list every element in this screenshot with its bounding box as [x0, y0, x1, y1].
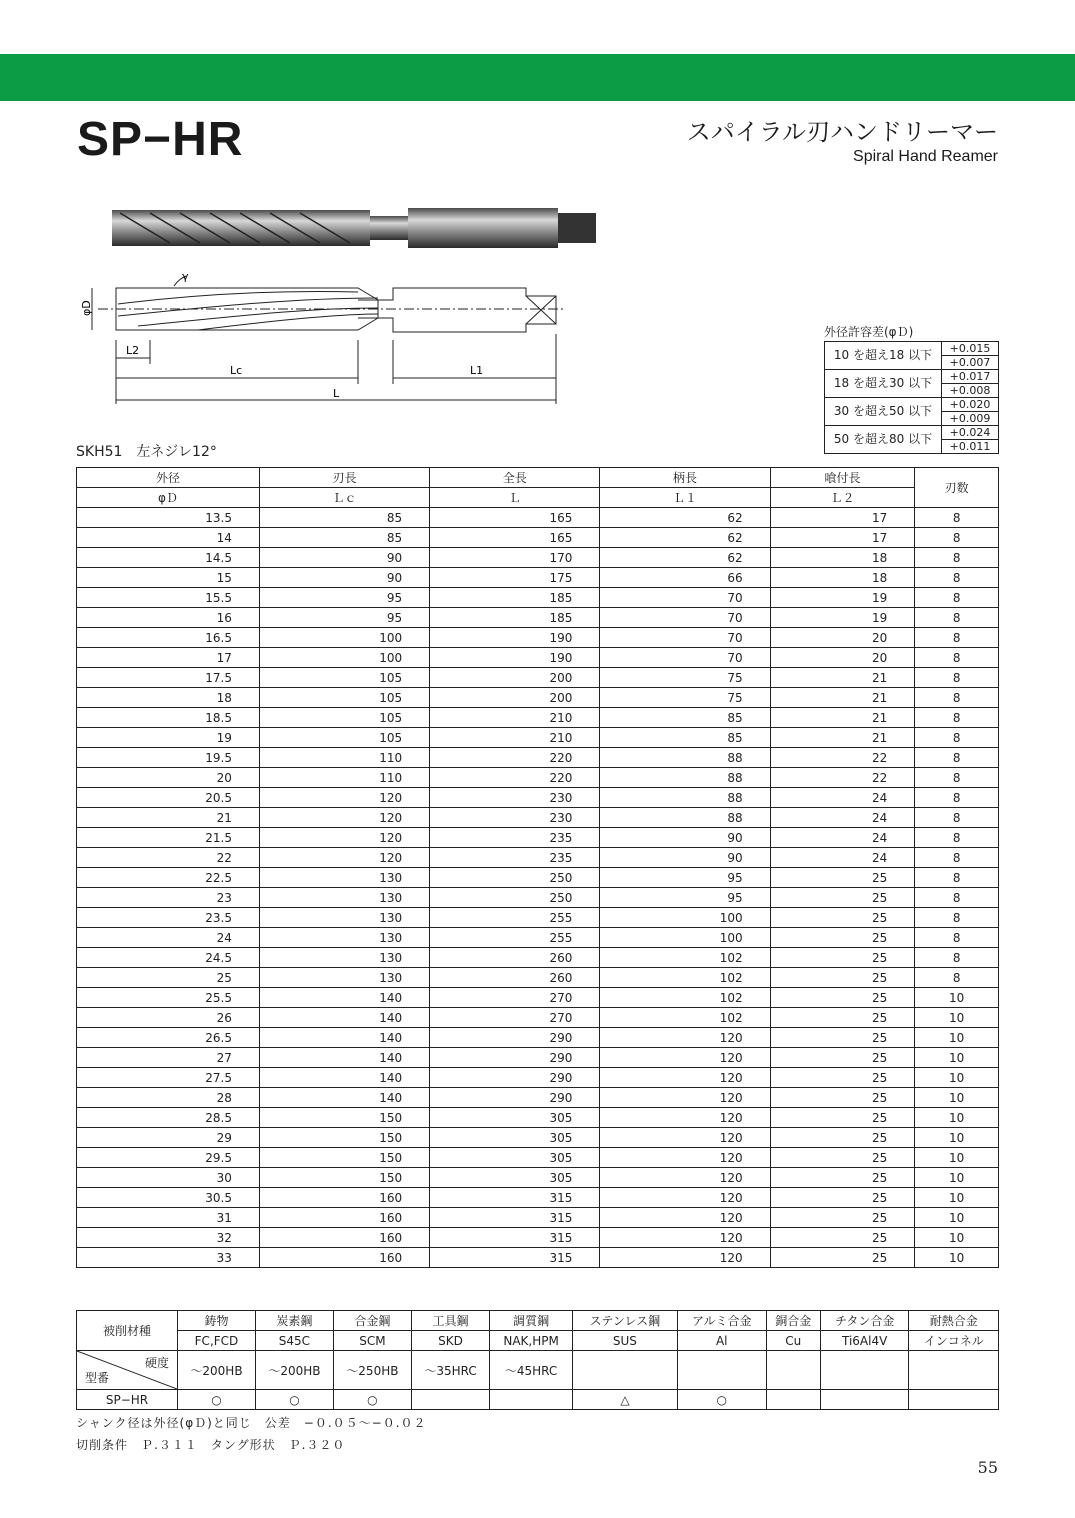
table-row: 29.5 150 305 120 25 10	[77, 1148, 999, 1168]
label-L: L	[333, 387, 340, 400]
table-row: 16 95 185 70 19 8	[77, 608, 999, 628]
material-table: 被削材種 鋳物 炭素鋼 合金鋼 工具鋼 調質鋼 ステンレス鋼 アルミ合金 銅合金 チタン合金 耐熱合金 FC,FCD S45C SCM SKD NAK,HPM SUS Al Cu Ti6Al4V インコネル 硬度 型番 ～200HB ～200HB ～250HB ～35HRC ～45HRC SP−HR ○ ○ ○ △ ○	[76, 1310, 999, 1410]
spec-table: 外径 刃長 全長 柄長 喰付長 刃数 φＤ Ｌｃ Ｌ Ｌ１ Ｌ２ 13.5 85 165 62 17 8 14 85 165 62 17 8 14.5 90 170 62 18 8 15 90 175 66 18 8 15.5 95 185 70 19 8 16 95 185 70 19 8 16.5 100 190 70 20 8 17 100 190 70 20 8 17.5 105 200 75 21 8 18 105 200 75 21 8 18.5 105 210 85 21 8 19 105 210 85 21 8 19.5 110 220 88 22 8 20 110 220 88 22 8 20.5 120 230 88 24 8 21 120 230 88 24 8 21.5 120 235 90 24 8 22 120 235 90 24 8 22.5 130 250 95 25 8 23 130 250 95 25 8 23.5 130 255 100 25 8 24 130 255 100 25 8 24.5 130 260 102 25 8 25 130 260 102 25 8 25.5 140 270 102 25 10 26 140 270 102 25 10 26.5 140 290 120 25 10 27 140 290 120 25 10 27.5 140 290 120 25 10 28 140 290 120 25 10 28.5 150 305 120 25 10 29 150 305 120 25 10 29.5 150 305 120 25 10 30 150 305 120 25 10 30.5 160 315 120 25 10 31 160 315 120 25 10 32 160 315 120 25 10 33 160 315 120 25 10	[76, 467, 999, 1268]
product-title-jp: スパイラル刃ハンドリーマー	[686, 118, 998, 146]
table-row: 27 140 290 120 25 10	[77, 1048, 999, 1068]
table-row: 15 90 175 66 18 8	[77, 568, 999, 588]
page-number: 55	[977, 1458, 998, 1477]
material-note: SKH51 左ネジレ12°	[76, 444, 217, 460]
table-row: 16.5 100 190 70 20 8	[77, 628, 999, 648]
table-row: 29 150 305 120 25 10	[77, 1128, 999, 1148]
table-row: 17 100 190 70 20 8	[77, 648, 999, 668]
table-row: 14 85 165 62 17 8	[77, 528, 999, 548]
table-row: 24 130 255 100 25 8	[77, 928, 999, 948]
table-row: 30.5 160 315 120 25 10	[77, 1188, 999, 1208]
label-Lc: Lc	[230, 364, 243, 377]
table-row: 32 160 315 120 25 10	[77, 1228, 999, 1248]
table-row: 13.5 85 165 62 17 8	[77, 508, 999, 528]
reference-note: 切削条件 Ｐ.３１１ タング形状 Ｐ.３２０	[76, 1438, 346, 1452]
table-row: 17.5 105 200 75 21 8	[77, 668, 999, 688]
table-row: 33 160 315 120 25 10	[77, 1248, 999, 1268]
tolerance-title: 外径許容差(φＤ)	[824, 325, 914, 339]
table-row: 15.5 95 185 70 19 8	[77, 588, 999, 608]
reamer-drawing	[78, 268, 578, 408]
label-L2: L2	[126, 344, 140, 357]
table-row: 23 130 250 95 25 8	[77, 888, 999, 908]
table-row: 28 140 290 120 25 10	[77, 1088, 999, 1108]
table-row: 18.5 105 210 85 21 8	[77, 708, 999, 728]
product-title-en: Spiral Hand Reamer	[853, 148, 998, 165]
table-row: 22 120 235 90 24 8	[77, 848, 999, 868]
table-row: 24.5 130 260 102 25 8	[77, 948, 999, 968]
table-row: 21 120 230 88 24 8	[77, 808, 999, 828]
table-row: 22.5 130 250 95 25 8	[77, 868, 999, 888]
table-row: 30 150 305 120 25 10	[77, 1168, 999, 1188]
table-row: 20 110 220 88 22 8	[77, 768, 999, 788]
model-code: SP−HR	[77, 113, 244, 166]
table-row: 14.5 90 170 62 18 8	[77, 548, 999, 568]
label-phiD: φD	[80, 300, 93, 316]
table-row: 23.5 130 255 100 25 8	[77, 908, 999, 928]
table-row: 25.5 140 270 102 25 10	[77, 988, 999, 1008]
table-row: 26 140 270 102 25 10	[77, 1008, 999, 1028]
table-row: 27.5 140 290 120 25 10	[77, 1068, 999, 1088]
model-cell: SP−HR	[77, 1390, 178, 1410]
tolerance-table: 10 を超え18 以下 +0.015 +0.007 18 を超え30 以下 +0.017 +0.008 30 を超え50 以下 +0.020 +0.009 50 を超え80 以下 +0.024 +0.011	[824, 341, 999, 454]
table-row: 31 160 315 120 25 10	[77, 1208, 999, 1228]
table-row: 21.5 120 235 90 24 8	[77, 828, 999, 848]
table-row: 19 105 210 85 21 8	[77, 728, 999, 748]
table-row: 28.5 150 305 120 25 10	[77, 1108, 999, 1128]
header-band	[0, 54, 1075, 101]
reamer-photo	[110, 205, 600, 251]
table-row: 18 105 200 75 21 8	[77, 688, 999, 708]
label-angle: γ	[182, 270, 189, 283]
table-row: 25 130 260 102 25 8	[77, 968, 999, 988]
hardness-model-header: 硬度 型番	[77, 1351, 178, 1390]
shank-note: シャンク径は外径(φＤ)と同じ 公差 −０.０５〜−０.０２	[76, 1416, 427, 1430]
table-row: 19.5 110 220 88 22 8	[77, 748, 999, 768]
label-L1: L1	[470, 364, 484, 377]
table-row: 26.5 140 290 120 25 10	[77, 1028, 999, 1048]
table-row: 20.5 120 230 88 24 8	[77, 788, 999, 808]
